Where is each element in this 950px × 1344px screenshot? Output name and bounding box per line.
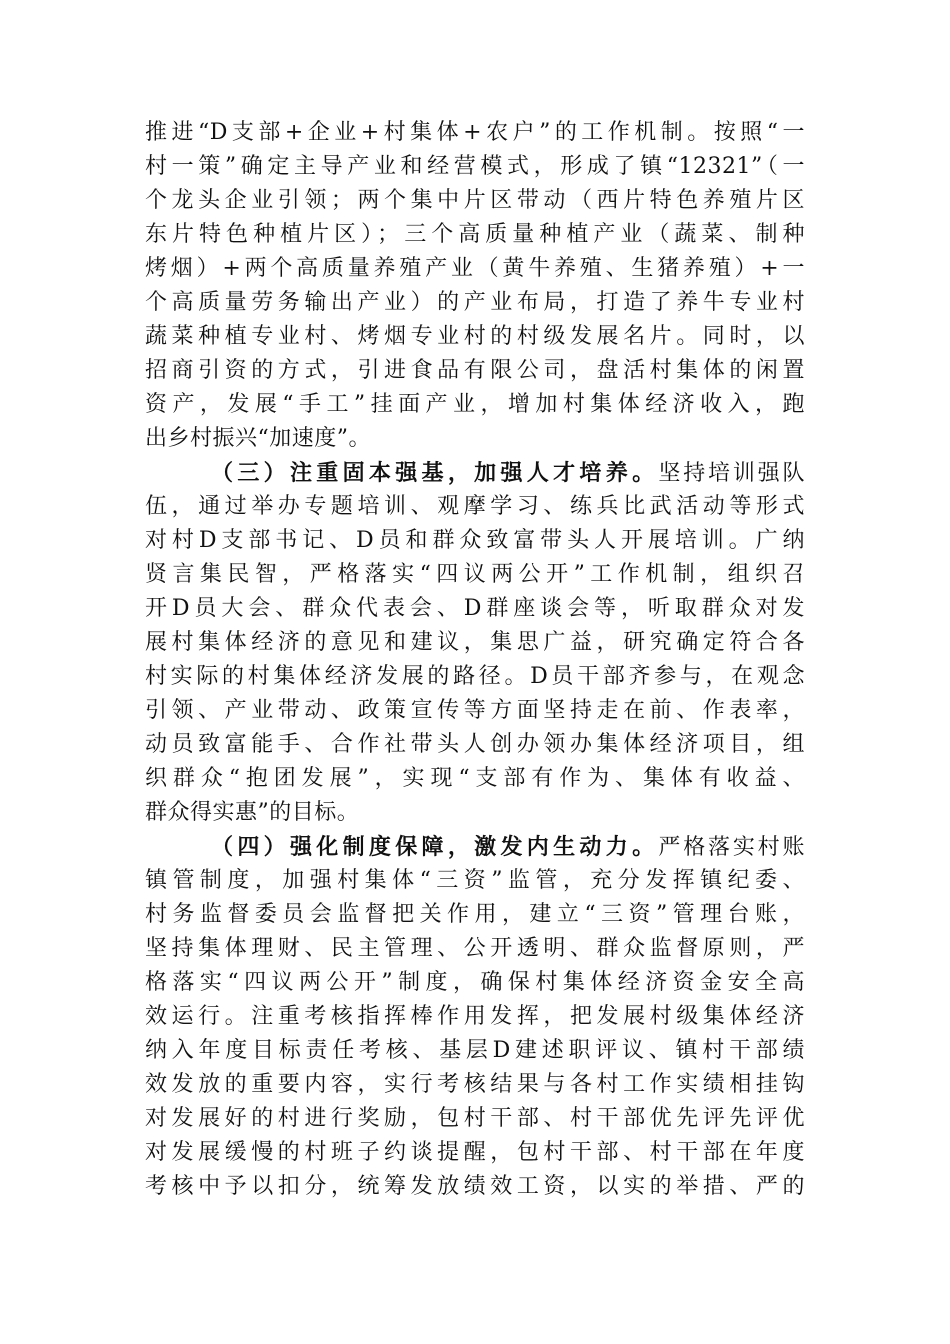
text-line: 效运行。注重考核指挥棒作用发挥，把发展村级集体经济 <box>145 1004 805 1029</box>
text-line: 动员致富能手、合作社带头人创办领办集体经济项目，组 <box>145 732 805 757</box>
document-body <box>145 116 805 1204</box>
text-line: 东片特色种植片区）；三个高质量种植产业（蔬菜、制种 <box>145 222 805 247</box>
text-line: 群众得实惠”的目标。 <box>145 800 360 825</box>
text-line: 个高质量劳务输出产业）的产业布局，打造了养牛专业村 <box>145 290 805 315</box>
text-line: 村实际的村集体经济发展的路径。D员干部齐参与，在观念 <box>145 664 805 689</box>
text-line: 开D员大会、群众代表会、D群座谈会等，听取群众对发 <box>145 596 805 621</box>
paragraph-1 <box>145 116 805 456</box>
text-line: 蔬菜种植专业村、烤烟专业村的村级发展名片。同时，以 <box>145 324 805 349</box>
paragraph-3 <box>145 830 805 1204</box>
text-line <box>145 456 805 490</box>
text-line: 招商引资的方式，引进食品有限公司，盘活村集体的闲置 <box>145 358 805 383</box>
text-line: 烤烟）+两个高质量养殖产业（黄牛养殖、生猪养殖）+一 <box>145 256 805 281</box>
text-line: 对村D支部书记、D员和群众致富带头人开展培训。广纳 <box>145 528 805 553</box>
text-line: 织群众“抱团发展”，实现“支部有作为、集体有收益、 <box>145 766 805 791</box>
text-line <box>145 830 805 864</box>
text-line: 展村集体经济的意见和建议，集思广益，研究确定符合各 <box>145 630 805 655</box>
text-line: 个龙头企业引领；两个集中片区带动（西片特色养殖片区 <box>145 188 805 213</box>
text-line: 村一策”确定主导产业和经营模式，形成了镇“12321”（一 <box>145 154 805 179</box>
text-span: 坚持培训强队 <box>658 461 805 486</box>
text-line: 出乡村振兴“加速度”。 <box>145 426 371 451</box>
text-line: 坚持集体理财、民主管理、公开透明、群众监督原则，严 <box>145 936 805 961</box>
text-line: 纳入年度目标责任考核、基层D建述职评议、镇村干部绩 <box>145 1038 805 1063</box>
text-line: 对发展缓慢的村班子约谈提醒，包村干部、村干部在年度 <box>145 1140 805 1165</box>
section-heading: （四）强化制度保障，激发内生动力。 <box>211 834 659 860</box>
section-heading: （三）注重固本强基，加强人才培养。 <box>211 460 659 486</box>
text-line: 对发展好的村进行奖励，包村干部、村干部优先评先评优 <box>145 1106 805 1131</box>
text-line: 资产，发展“手工”挂面产业，增加村集体经济收入，跑 <box>145 392 805 417</box>
paragraph-2 <box>145 456 805 830</box>
text-line: 效发放的重要内容，实行考核结果与各村工作实绩相挂钩 <box>145 1072 805 1097</box>
text-line: 考核中予以扣分，统筹发放绩效工资，以实的举措、严的 <box>145 1174 805 1199</box>
text-line: 贤言集民智，严格落实“四议两公开”工作机制，组织召 <box>145 562 805 587</box>
text-line: 村务监督委员会监督把关作用，建立“三资”管理台账， <box>145 902 805 927</box>
text-line: 伍，通过举办专题培训、观摩学习、练兵比武活动等形式 <box>145 494 805 519</box>
text-line: 推进“D支部+企业+村集体+农户”的工作机制。按照“一 <box>145 120 805 145</box>
text-line: 格落实“四议两公开”制度，确保村集体经济资金安全高 <box>145 970 805 995</box>
text-line: 引领、产业带动、政策宣传等方面坚持走在前、作表率， <box>145 698 805 723</box>
text-span: 严格落实村账 <box>658 835 805 860</box>
text-line: 镇管制度，加强村集体“三资”监管，充分发挥镇纪委、 <box>145 868 805 893</box>
